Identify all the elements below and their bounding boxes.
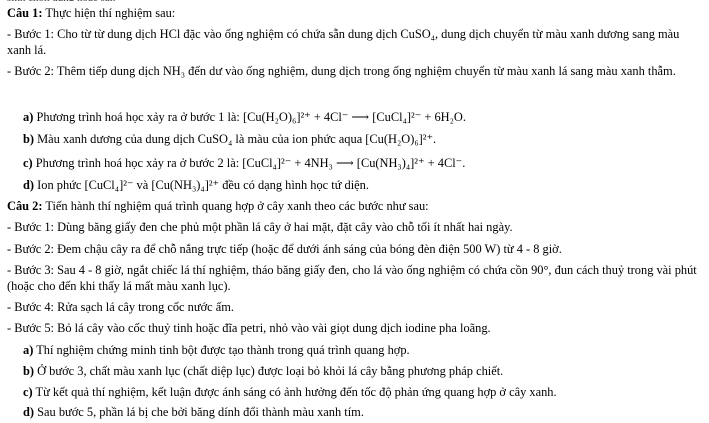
q1-b-text: Màu xanh dương của dung dịch CuSO₄ là màu của ion phức aqua [Cu(H₂O)₆]²⁺. [37, 132, 437, 146]
q2-step-5: - Bước 5: Bỏ lá cây vào cốc thuỷ tinh hoặc đĩa petri, nhỏ vào vài giọt dung dịch iodine pha loãng. [7, 321, 491, 335]
q2-statement-b [23, 364, 703, 380]
q1-a-label: a) [23, 110, 34, 124]
q1-a-text: Phương trình hoá học xảy ra ở bước 1 là: [Cu(H₂O)₆]²⁺ + 4Cl⁻ ⟶ [CuCl₄]²⁻ + 6H₂O. [36, 110, 466, 124]
q1-step-2: - Bước 2: Thêm tiếp dung dịch NH₃ đến dư vào ống nghiệm, dung dịch trong ống nghiệm chuyển từ màu xanh lá sang màu xanh thẫm. [7, 64, 676, 78]
q2-a-text: Thí nghiệm chứng minh tinh bột được tạo thành trong quá trình quang hợp. [36, 343, 410, 357]
q1-c-text: Phương trình hoá học xảy ra ở bước 2 là: [CuCl₄]²⁻ + 4NH₃ ⟶ [Cu(NH₃)₄]²⁺ + 4Cl⁻. [35, 156, 466, 170]
q2-statement-c [23, 385, 703, 401]
q1-c-label: c) [23, 156, 33, 170]
question-1-intro: Thực hiện thí nghiệm sau: [45, 6, 176, 20]
q2-statement-d [23, 405, 703, 421]
q1-step-1: - Bước 1: Cho từ từ dung dịch HCl đặc vào ống nghiệm có chứa sẵn dung dịch CuSO₄, dung dịch chuyển từ màu xanh dương sang màu xanh lá. [7, 27, 680, 57]
q2-c-text: Từ kết quả thí nghiệm, kết luận được ánh sáng có ảnh hưởng đến tốc độ phản ứng quang hợp ở cây xanh. [35, 385, 557, 399]
q2-statement-a [23, 343, 703, 359]
q1-statement-c [23, 156, 703, 172]
q1-d-label: d) [23, 178, 35, 192]
clipped-top-text [7, 0, 187, 1]
q1-statement-d [23, 178, 703, 194]
q1-statement-a [23, 110, 703, 126]
q2-step-4: - Bước 4: Rửa sạch lá cây trong cốc nước ấm. [7, 300, 234, 314]
q2-d-text: Sau bước 5, phần lá bị che bởi băng dính đổi thành màu xanh tím. [37, 405, 364, 419]
question-2-title [7, 199, 703, 215]
q2-d-label: d) [23, 405, 35, 419]
q1-b-label: b) [23, 132, 35, 146]
q1-d-text: Ion phức [CuCl₄]²⁻ và [Cu(NH₃)₄]²⁺ đều có dạng hình học tứ diện. [37, 178, 369, 192]
q2-c-label: c) [23, 385, 33, 399]
q2-step-1: - Bước 1: Dùng băng giấy đen che phủ một phần lá cây ở hai mặt, đặt cây vào chỗ tối ít nhất hai ngày. [7, 220, 513, 234]
q2-step-3: - Bước 3: Sau 4 - 8 giờ, ngắt chiếc lá thí nghiệm, tháo băng giấy đen, cho lá vào ống nghiệm có chứa cồn 90°, đun cách thuỷ trong vài phút (hoặc cho đến khi thấy lá mất màu xanh lục). [7, 263, 697, 293]
question-1-heading: Câu 1: [7, 6, 43, 20]
question-2-intro: Tiến hành thí nghiệm quá trình quang hợp ở cây xanh theo các bước như sau: [45, 199, 429, 213]
question-1-title [7, 6, 703, 22]
q1-statement-b [23, 132, 703, 148]
question-2-heading: Câu 2: [7, 199, 43, 213]
q2-b-text: Ở bước 3, chất màu xanh lục (chất diệp lục) được loại bỏ khỏi lá cây bằng phương pháp chiết. [37, 364, 504, 378]
q2-b-label: b) [23, 364, 35, 378]
q2-step-2: - Bước 2: Đem chậu cây ra để chỗ nắng trực tiếp (hoặc để dưới ánh sáng của bóng đèn điện 500 W) từ 4 - 8 giờ. [7, 242, 562, 256]
q2-a-label: a) [23, 343, 34, 357]
